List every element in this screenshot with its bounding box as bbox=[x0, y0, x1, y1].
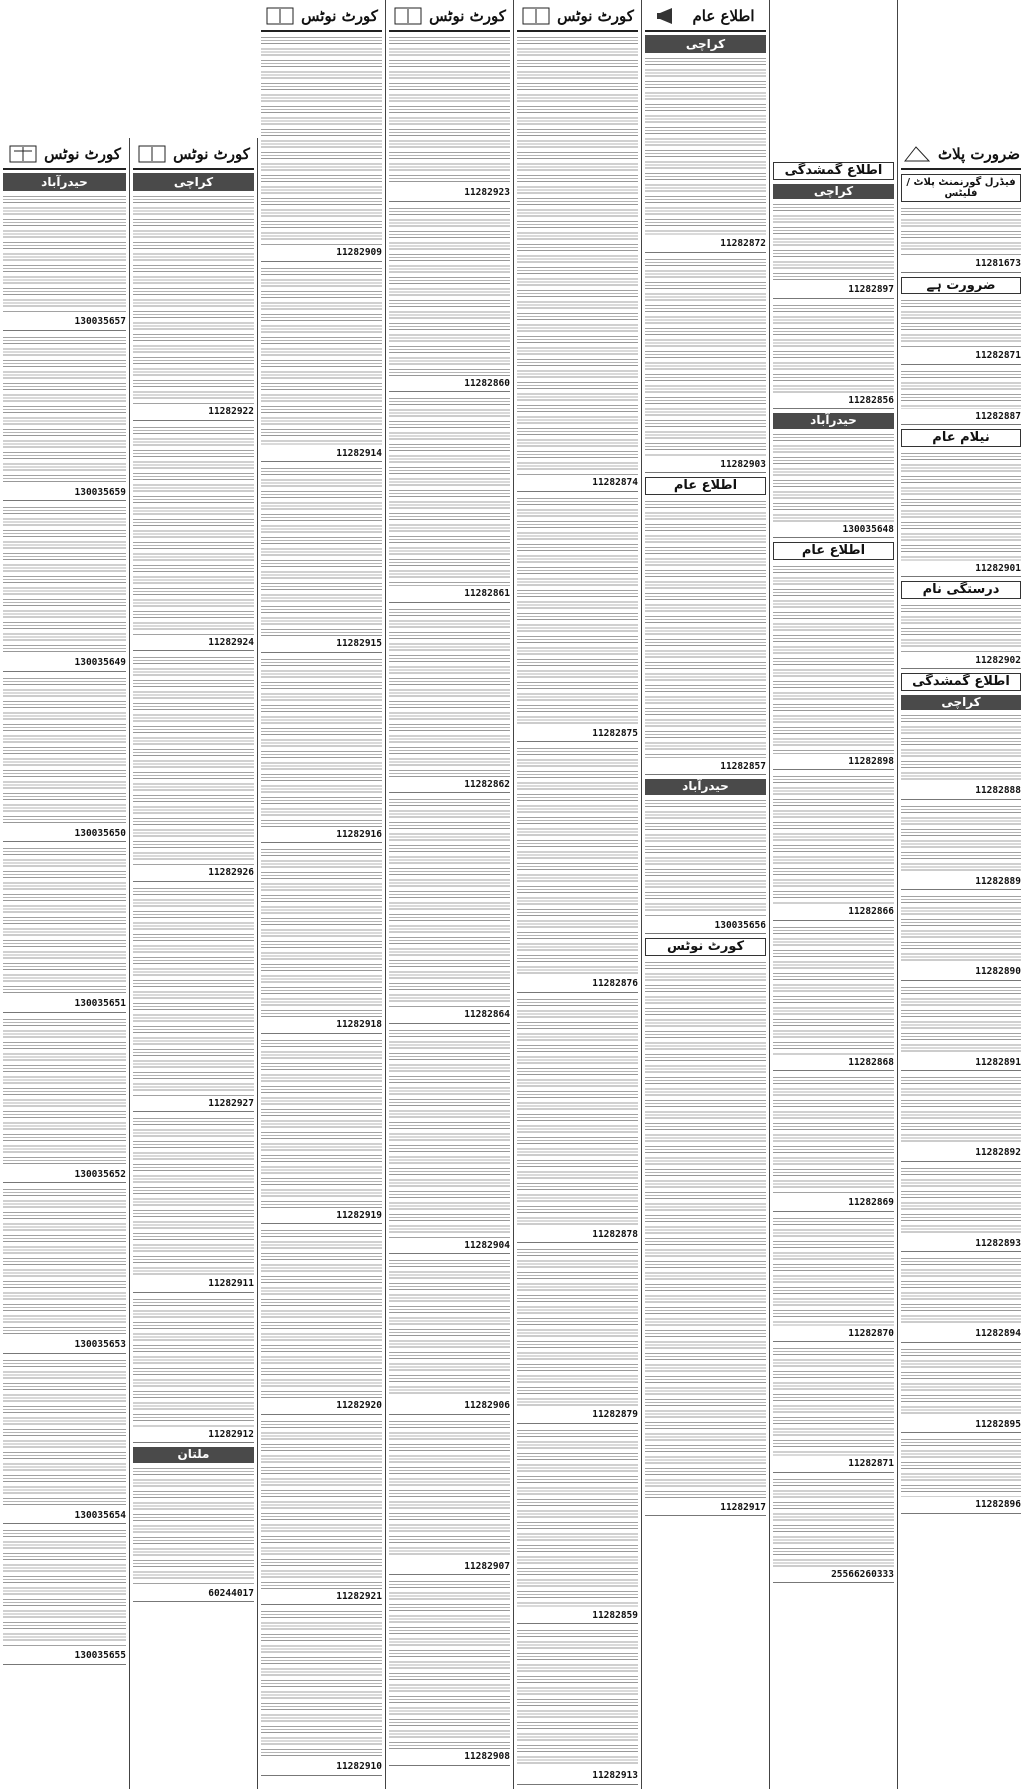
ad-number: 11282907 bbox=[389, 1561, 510, 1576]
ad-body bbox=[261, 35, 382, 245]
ad-body bbox=[517, 746, 638, 976]
ad-body bbox=[261, 466, 382, 636]
ad-body bbox=[901, 985, 1021, 1055]
ad-number: 11282874 bbox=[517, 477, 638, 492]
scales-of-justice-icon bbox=[393, 5, 423, 27]
ad-number: 11282871 bbox=[901, 350, 1021, 365]
sub-heading-missing: اطلاع گمشدگی bbox=[901, 673, 1021, 691]
ad-number: 11282888 bbox=[901, 785, 1021, 800]
ad-body bbox=[901, 1437, 1021, 1497]
ad-number: 11282904 bbox=[389, 1240, 510, 1255]
ad-body bbox=[389, 797, 510, 1007]
ad-number: 11282859 bbox=[517, 1610, 638, 1625]
ad-body bbox=[261, 1419, 382, 1589]
ad-number: 11282876 bbox=[517, 978, 638, 993]
ad-number: 11282921 bbox=[261, 1591, 382, 1606]
section-bar-karachi: کراچی bbox=[901, 695, 1021, 711]
section-bar-hyderabad: حیدرآباد bbox=[645, 779, 766, 795]
ad-number: 130035648 bbox=[773, 524, 894, 539]
ad-body bbox=[389, 607, 510, 777]
ad-body bbox=[901, 298, 1021, 348]
ad-body bbox=[389, 1419, 510, 1559]
column-1-ads bbox=[3, 194, 126, 1665]
ad-body bbox=[261, 847, 382, 1017]
column-3-title: کورٹ نوٹس bbox=[301, 7, 378, 25]
ad-number: 130035652 bbox=[3, 1169, 126, 1184]
ad-body bbox=[3, 1017, 126, 1167]
ad-number: 11282860 bbox=[389, 378, 510, 393]
ad-body bbox=[261, 1228, 382, 1398]
column-3 bbox=[258, 0, 386, 1789]
ad-body bbox=[261, 1038, 382, 1208]
ad-number: 11282910 bbox=[261, 1761, 382, 1776]
ad-body bbox=[3, 1187, 126, 1337]
ad-body bbox=[389, 1028, 510, 1238]
ad-body bbox=[133, 886, 254, 1096]
ad-body bbox=[261, 657, 382, 827]
ad-body bbox=[773, 303, 894, 393]
ad-number: 130035656 bbox=[645, 920, 766, 935]
ad-body bbox=[901, 1075, 1021, 1145]
ad-body bbox=[901, 206, 1021, 256]
sub-heading-public-notice: اطلاع عام bbox=[645, 477, 766, 495]
ad-body bbox=[773, 1216, 894, 1326]
megaphone-icon bbox=[656, 5, 686, 27]
ad-body bbox=[389, 35, 510, 185]
ad-number: 130035657 bbox=[3, 316, 126, 331]
section-bar-karachi: کراچی bbox=[645, 35, 766, 53]
section-bar-karachi: کراچی bbox=[133, 173, 254, 191]
ad-body bbox=[261, 1609, 382, 1759]
ad-body bbox=[517, 1628, 638, 1768]
ad-number: 130035651 bbox=[3, 998, 126, 1013]
ad-number: 60244017 bbox=[133, 1588, 254, 1603]
ad-number: 11282920 bbox=[261, 1400, 382, 1415]
column-4-ads bbox=[389, 35, 510, 1766]
column-8 bbox=[898, 138, 1024, 1789]
ad-body bbox=[645, 798, 766, 918]
ad-number: 11282893 bbox=[901, 1238, 1021, 1253]
ad-number: 11282913 bbox=[517, 1770, 638, 1785]
column-2-header bbox=[133, 140, 254, 170]
ad-number: 11282922 bbox=[133, 406, 254, 421]
ad-number: 11282864 bbox=[389, 1009, 510, 1024]
ad-number: 130035654 bbox=[3, 1510, 126, 1525]
ad-body bbox=[901, 713, 1021, 783]
ad-body bbox=[773, 925, 894, 1055]
scales-of-justice-icon bbox=[265, 5, 295, 27]
ad-body bbox=[133, 194, 254, 404]
ad-number: 11282903 bbox=[645, 459, 766, 474]
ad-number: 11282875 bbox=[517, 728, 638, 743]
column-6 bbox=[642, 0, 770, 1789]
column-2-ads bbox=[133, 194, 254, 1602]
ad-number: 11282868 bbox=[773, 1057, 894, 1072]
ad-body bbox=[3, 335, 126, 485]
ad-number: 11282890 bbox=[901, 966, 1021, 981]
ad-body bbox=[133, 655, 254, 865]
column-4-header bbox=[389, 2, 510, 32]
ad-number: 130035655 bbox=[3, 1650, 126, 1665]
ad-number: 11282894 bbox=[901, 1328, 1021, 1343]
section-bar-hyderabad: حیدرآباد bbox=[3, 173, 126, 191]
column-5-ads bbox=[517, 35, 638, 1785]
ad-number: 11282912 bbox=[133, 1429, 254, 1444]
ad-number: 11282914 bbox=[261, 448, 382, 463]
ad-number: 11282901 bbox=[901, 563, 1021, 578]
ad-body bbox=[773, 774, 894, 904]
ad-body bbox=[3, 194, 126, 314]
ad-number: 11282918 bbox=[261, 1019, 382, 1034]
ad-number: 11282879 bbox=[517, 1409, 638, 1424]
ad-body bbox=[517, 1428, 638, 1608]
ad-body bbox=[3, 505, 126, 655]
ad-body bbox=[517, 496, 638, 726]
column-1-header bbox=[3, 140, 126, 170]
ad-number: 11282895 bbox=[901, 1419, 1021, 1434]
ad-body bbox=[901, 1347, 1021, 1417]
ad-number: 11282866 bbox=[773, 906, 894, 921]
ad-body bbox=[389, 1579, 510, 1749]
section-bar-karachi: کراچی bbox=[773, 184, 894, 200]
ad-number: 11282902 bbox=[901, 655, 1021, 670]
ad-number: 11282871 bbox=[773, 1458, 894, 1473]
ad-body bbox=[901, 1256, 1021, 1326]
ad-number: 11282862 bbox=[389, 779, 510, 794]
ad-body bbox=[517, 1247, 638, 1407]
ad-body bbox=[389, 396, 510, 586]
ad-body bbox=[773, 1477, 894, 1567]
ad-number: 11282897 bbox=[773, 284, 894, 299]
ad-body bbox=[901, 451, 1021, 561]
ad-number: 11282878 bbox=[517, 1229, 638, 1244]
column-7 bbox=[770, 0, 898, 1789]
ad-number: 11282869 bbox=[773, 1197, 894, 1212]
ad-number: 11282908 bbox=[389, 1751, 510, 1766]
ad-body bbox=[901, 804, 1021, 874]
ad-body bbox=[645, 960, 766, 1500]
column-5-header bbox=[517, 2, 638, 32]
ad-body bbox=[517, 35, 638, 475]
ad-number: 25566260333 bbox=[773, 1569, 894, 1584]
ad-number: 11282896 bbox=[901, 1499, 1021, 1514]
ad-body bbox=[645, 257, 766, 457]
ad-number: 130035659 bbox=[3, 487, 126, 502]
ad-number: 11282861 bbox=[389, 588, 510, 603]
sub-heading-wanted: ضرورت ہے bbox=[901, 277, 1021, 295]
section-bar-multan: ملتان bbox=[133, 1447, 254, 1463]
ad-number: 11282887 bbox=[901, 411, 1021, 426]
sub-heading-name-correction: درستگی نام bbox=[901, 581, 1021, 599]
column-5-title: کورٹ نوٹس bbox=[557, 7, 634, 25]
ad-number: 11282892 bbox=[901, 1147, 1021, 1162]
ad-body bbox=[773, 202, 894, 282]
ad-number: 130035653 bbox=[3, 1339, 126, 1354]
ad-number: 11281673 bbox=[901, 258, 1021, 273]
ad-body bbox=[133, 425, 254, 635]
ad-body bbox=[645, 499, 766, 759]
ad-body bbox=[773, 1346, 894, 1456]
ad-body bbox=[901, 369, 1021, 409]
column-1 bbox=[0, 138, 130, 1789]
ad-number: 11282891 bbox=[901, 1057, 1021, 1072]
sub-heading-federal-plots: فیڈرل گورنمنٹ پلاٹ / فلیٹس bbox=[901, 174, 1021, 202]
ad-body bbox=[901, 1166, 1021, 1236]
sub-heading-auction: نیلام عام bbox=[901, 429, 1021, 447]
ad-body bbox=[389, 1258, 510, 1398]
ad-number: 11282915 bbox=[261, 638, 382, 653]
ad-number: 11282856 bbox=[773, 395, 894, 410]
ad-body bbox=[3, 1358, 126, 1508]
ad-number: 11282909 bbox=[261, 247, 382, 262]
ad-number: 11282872 bbox=[645, 238, 766, 253]
ad-number: 11282911 bbox=[133, 1278, 254, 1293]
ad-number: 11282870 bbox=[773, 1328, 894, 1343]
scales-of-justice-icon bbox=[137, 143, 167, 165]
ad-body bbox=[133, 1297, 254, 1427]
ad-number: 130035650 bbox=[3, 828, 126, 843]
column-6-title: اطلاع عام bbox=[692, 7, 755, 25]
ad-number: 11282916 bbox=[261, 829, 382, 844]
column-4 bbox=[386, 0, 514, 1789]
column-3-header bbox=[261, 2, 382, 32]
ad-body bbox=[389, 206, 510, 376]
column-7-ads bbox=[773, 162, 894, 1583]
ad-body bbox=[133, 1116, 254, 1276]
ad-body bbox=[773, 432, 894, 522]
column-5 bbox=[514, 0, 642, 1789]
ad-number: 11282919 bbox=[261, 1210, 382, 1225]
column-1-title: کورٹ نوٹس bbox=[44, 145, 121, 163]
ad-body bbox=[261, 266, 382, 446]
ad-number: 11282906 bbox=[389, 1400, 510, 1415]
ad-body bbox=[3, 846, 126, 996]
ad-body bbox=[3, 1528, 126, 1648]
ad-body bbox=[901, 603, 1021, 653]
ad-number: 11282924 bbox=[133, 637, 254, 652]
plot-drawing-icon bbox=[902, 143, 932, 165]
ad-body bbox=[645, 56, 766, 236]
sub-heading-court-notice: کورٹ نوٹس bbox=[645, 938, 766, 956]
ad-body bbox=[517, 997, 638, 1227]
ad-number: 11282917 bbox=[645, 1502, 766, 1517]
ad-body bbox=[773, 564, 894, 754]
ad-number: 11282889 bbox=[901, 876, 1021, 891]
column-2-title: کورٹ نوٹس bbox=[173, 145, 250, 163]
ad-body bbox=[133, 1466, 254, 1586]
ad-body bbox=[3, 676, 126, 826]
column-2 bbox=[130, 138, 258, 1789]
scales-of-justice-icon bbox=[521, 5, 551, 27]
column-8-header bbox=[901, 140, 1021, 170]
ad-number: 11282857 bbox=[645, 761, 766, 776]
ad-number: 11282898 bbox=[773, 756, 894, 771]
column-3-ads bbox=[261, 35, 382, 1776]
column-8-ads bbox=[901, 206, 1021, 1514]
ad-number: 11282927 bbox=[133, 1098, 254, 1113]
column-8-title: ضرورت پلاٹ bbox=[937, 145, 1021, 163]
column-4-title: کورٹ نوٹس bbox=[429, 7, 506, 25]
ad-number: 130035649 bbox=[3, 657, 126, 672]
column-6-ads bbox=[645, 56, 766, 1516]
ad-number: 11282923 bbox=[389, 187, 510, 202]
column-6-header bbox=[645, 2, 766, 32]
sub-heading-public-notice: اطلاع عام bbox=[773, 542, 894, 560]
scales-of-justice-icon bbox=[8, 143, 38, 165]
ad-number: 11282926 bbox=[133, 867, 254, 882]
sub-heading-missing: اطلاع گمشدگی bbox=[773, 162, 894, 180]
ad-body bbox=[773, 1075, 894, 1195]
section-bar-hyderabad: حیدرآباد bbox=[773, 413, 894, 429]
ad-body bbox=[901, 894, 1021, 964]
